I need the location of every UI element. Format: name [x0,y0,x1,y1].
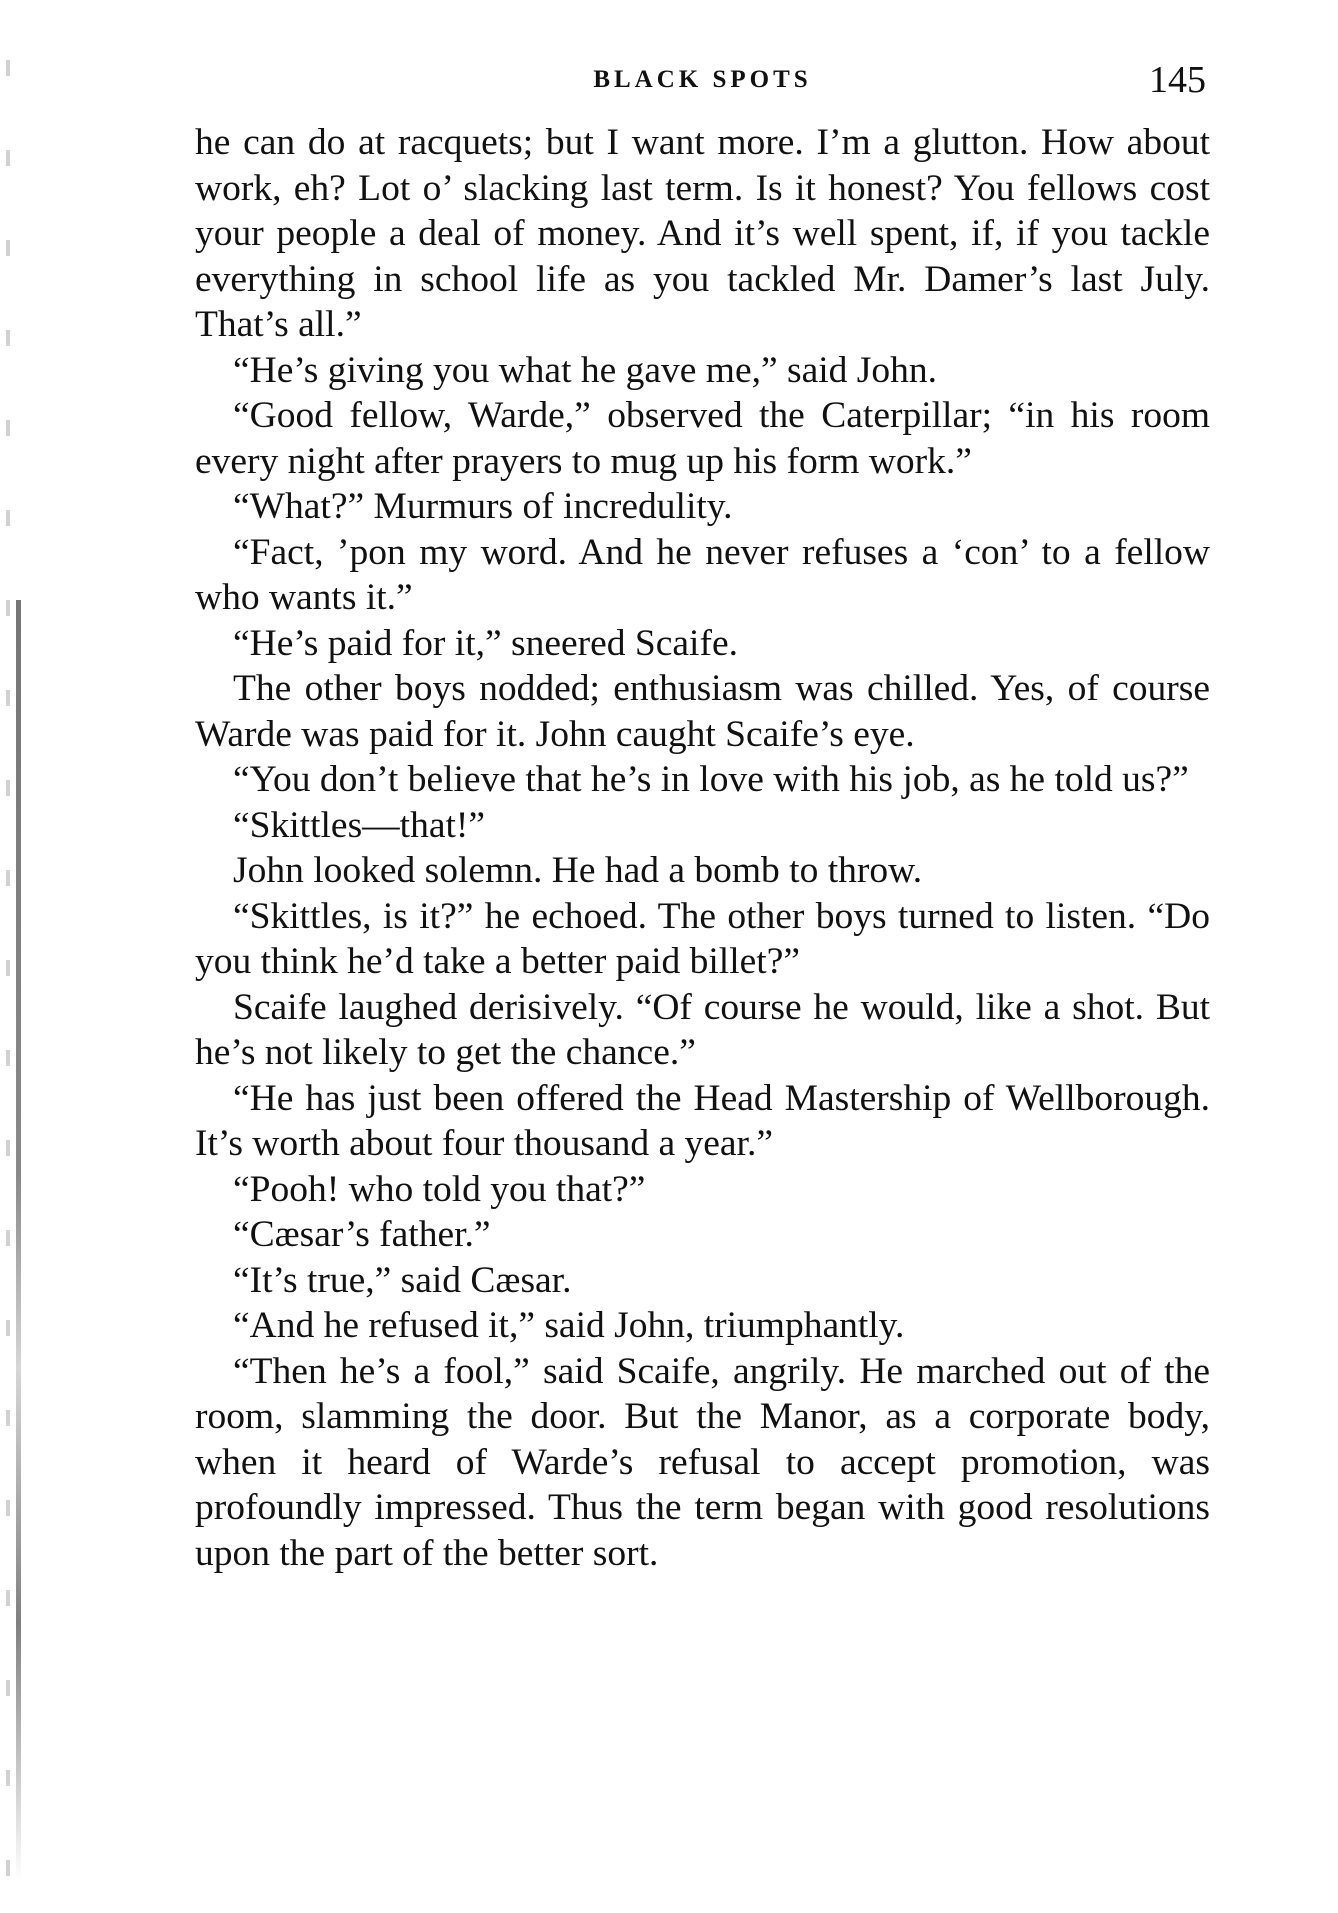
paragraph: “Fact, ’pon my word. And he never refuses a ‘con’ to a fellow who wants it.” [195,531,1210,618]
paragraph: “He has just been offered the Head Mastership of Wellborough. It’s worth about four thousand a year.” [195,1077,1210,1164]
page-number: 145 [1149,59,1206,101]
paragraph: “And he refused it,” said John, triumphantly. [233,1305,905,1346]
paragraph: “Pooh! who told you that?” [233,1168,646,1210]
paragraph: “You don’t believe that he’s in love with his job, as he told us?” [233,759,1189,800]
paragraph: “Good fellow, Warde,” observed the Caterpillar; “in his room every night after prayers to mug up his form work.” [195,395,1210,482]
body-text [195,120,1210,1576]
paragraph: “Then he’s a fool,” said Scaife, angrily. He marched out of the room, slamming the door. But the Manor, as a corporate body, when it heard of Warde’s refusal to accept promotion, was profoundly impressed. Thus the term began with good resolutions upon the part of the better sort. [195,1350,1210,1574]
paragraph: “Skittles, is it?” he echoed. The other boys turned to listen. “Do you think he’d take a better paid billet?” [195,895,1210,982]
paragraph: John looked solemn. He had a bomb to throw. [233,850,923,891]
paragraph: “He’s paid for it,” sneered Scaife. [233,622,738,664]
paragraph: The other boys nodded; enthusiasm was chilled. Yes, of course Warde was paid for it. John caught Scaife’s eye. [195,668,1210,755]
paragraph: “It’s true,” said Cæsar. [233,1259,572,1301]
paragraph: Scaife laughed derisively. “Of course he would, like a shot. But he’s not likely to get the chance.” [195,986,1210,1073]
paragraph: “Cæsar’s father.” [233,1214,491,1255]
paragraph: he can do at racquets; but I want more. I’m a glutton. How about work, eh? Lot o’ slacking last term. Is it honest? You fellows cost your people a deal of money. And it’s well spent, if, if you tackle everything in school life as you tackled Mr. Damer’s last July. That’s all.” [195,122,1210,345]
paragraph: “Skittles—that!” [233,804,486,846]
paragraph: “What?” Murmurs of incredulity. [233,486,733,527]
binding-edge-dark-strip [16,600,21,1880]
binding-edge-shadow [6,20,10,1900]
running-head: BLACK SPOTS [593,66,812,93]
page-header [195,58,1210,106]
paragraph: “He’s giving you what he gave me,” said John. [233,349,938,391]
